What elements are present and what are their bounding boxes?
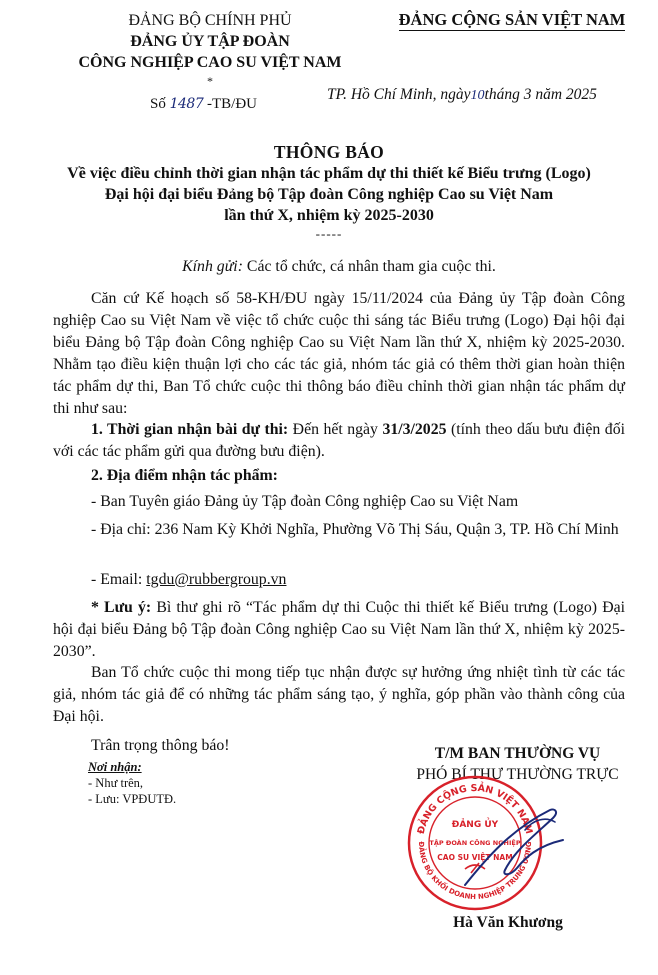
stamp-ring-top-text: ĐẢNG CỘNG SẢN VIỆT NAM <box>415 782 535 836</box>
place-date: TP. Hồ Chí Minh, ngày10tháng 3 năm 2025 <box>327 86 597 103</box>
closing-greeting: Trân trọng thông báo! <box>91 737 230 754</box>
document-subtitle: Về việc điều chỉnh thời gian nhận tác phẩm dự thi thiết kế Biểu trưng (Logo) Đại hội đại biểu Đảng bộ Tập đoàn Công nghiệp Cao su Việt Nam lần thứ X, nhiệm kỳ 2025-2030 <box>67 165 591 224</box>
item-2-location-heading: 2. Địa điểm nhận tác phẩm: <box>91 467 278 484</box>
document-number: Số 1487 -TB/ĐU <box>150 96 257 112</box>
closing-paragraph: Ban Tổ chức cuộc thi mong tiếp tục nhận được sự hưởng ứng nhiệt tình từ các tác giả, nhóm tác giả để có những tác phẩm sáng tạo, ý nghĩa, góp phần vào thành công của Đại hội. <box>53 664 625 725</box>
paragraph-basis: Căn cứ Kế hoạch số 58-KH/ĐU ngày 15/11/2024 của Đảng ủy Tập đoàn Công nghiệp Cao su Việt Nam về việc tổ chức cuộc thi sáng tác Biểu trưng (Logo) Đại hội đại biểu Đảng bộ Tập đoàn Công nghiệp Cao su Việt Nam lần thứ X, nhiệm kỳ 2025-2030. Nhằm tạo điều kiện thuận lợi cho các tác giả, nhóm tác giả có thêm thời gian hoàn thiện tác phẩm dự thi, Ban Tổ chức cuộc thi thông báo điều chỉnh thời gian nhận tác phẩm dự thi như sau: <box>53 290 625 417</box>
party-name: ĐẢNG CỘNG SẢN VIỆT NAM <box>398 10 626 29</box>
recipient-2: - Lưu: VPĐUTĐ. <box>88 792 177 806</box>
signature-title-2: PHÓ BÍ THƯ THƯỜNG TRỰC <box>416 766 619 783</box>
location-email: - Email: tgdu@rubbergroup.vn <box>91 571 287 588</box>
email-link[interactable]: tgdu@rubbergroup.vn <box>146 571 287 588</box>
signer-name: Hà Văn Khương <box>453 914 563 931</box>
location-department: - Ban Tuyên giáo Đảng ủy Tập đoàn Công nghiệp Cao su Việt Nam <box>91 493 519 510</box>
addressee-line <box>53 258 625 276</box>
signature-title-1: T/M BAN THƯỜNG VỤ <box>434 745 601 762</box>
location-address: - Địa chỉ: 236 Nam Kỳ Khởi Nghĩa, Phường Võ Thị Sáu, Quận 3, TP. Hồ Chí Minh <box>91 521 619 538</box>
stamp-ring-bottom-text: ĐẢNG BỘ KHỐI DOANH NGHIỆP TRUNG ƯƠNG <box>416 841 534 902</box>
recipients-block <box>88 759 176 807</box>
document-title: THÔNG BÁO <box>273 142 385 162</box>
item-1-submission-time: 1. Thời gian nhận bài dự thi: Đến hết ngày 31/3/2025 (tính theo dấu bưu điện đối với các tác phẩm gửi qua đường bưu điện). <box>53 421 625 460</box>
deadline-date: 31/3/2025 <box>382 421 447 438</box>
doc-number-handwritten: 1487 <box>169 96 204 112</box>
recipients-label: Nơi nhận: <box>88 760 142 774</box>
addressee-label: Kính gửi: <box>182 258 243 275</box>
org-line-2: ĐẢNG ỦY TẬP ĐOÀN <box>130 33 290 50</box>
recipient-1: - Như trên, <box>88 776 144 790</box>
date-day-handwritten: 10 <box>470 88 485 103</box>
addressee-text: Các tổ chức, cá nhân tham gia cuộc thi. <box>246 258 496 275</box>
title-divider: ----- <box>315 226 343 241</box>
org-line-1: ĐẢNG BỘ CHÍNH PHỦ <box>128 12 292 29</box>
handwritten-signature <box>455 790 575 900</box>
org-line-3: CÔNG NGHIỆP CAO SU VIỆT NAM <box>78 54 342 71</box>
stamp-center-3: CAO SU VIỆT NAM <box>437 853 513 862</box>
star-separator: * <box>207 74 213 88</box>
party-name-header <box>383 10 641 30</box>
issuing-organization <box>40 10 380 87</box>
stamp-center-2: TẬP ĐOÀN CÔNG NGHIỆP <box>429 839 521 847</box>
note-paragraph: * Lưu ý: Bì thư ghi rõ “Tác phẩm dự thi Cuộc thi thiết kế Biểu trưng (Logo) Đại hội đại biểu Đảng bộ Tập đoàn Công nghiệp Cao su Việt Nam lần thứ X, nhiệm kỳ 2025-2030”. <box>53 599 626 660</box>
note-label: * Lưu ý: <box>91 599 152 616</box>
stamp-center-1: ĐẢNG ỦY <box>451 820 499 830</box>
